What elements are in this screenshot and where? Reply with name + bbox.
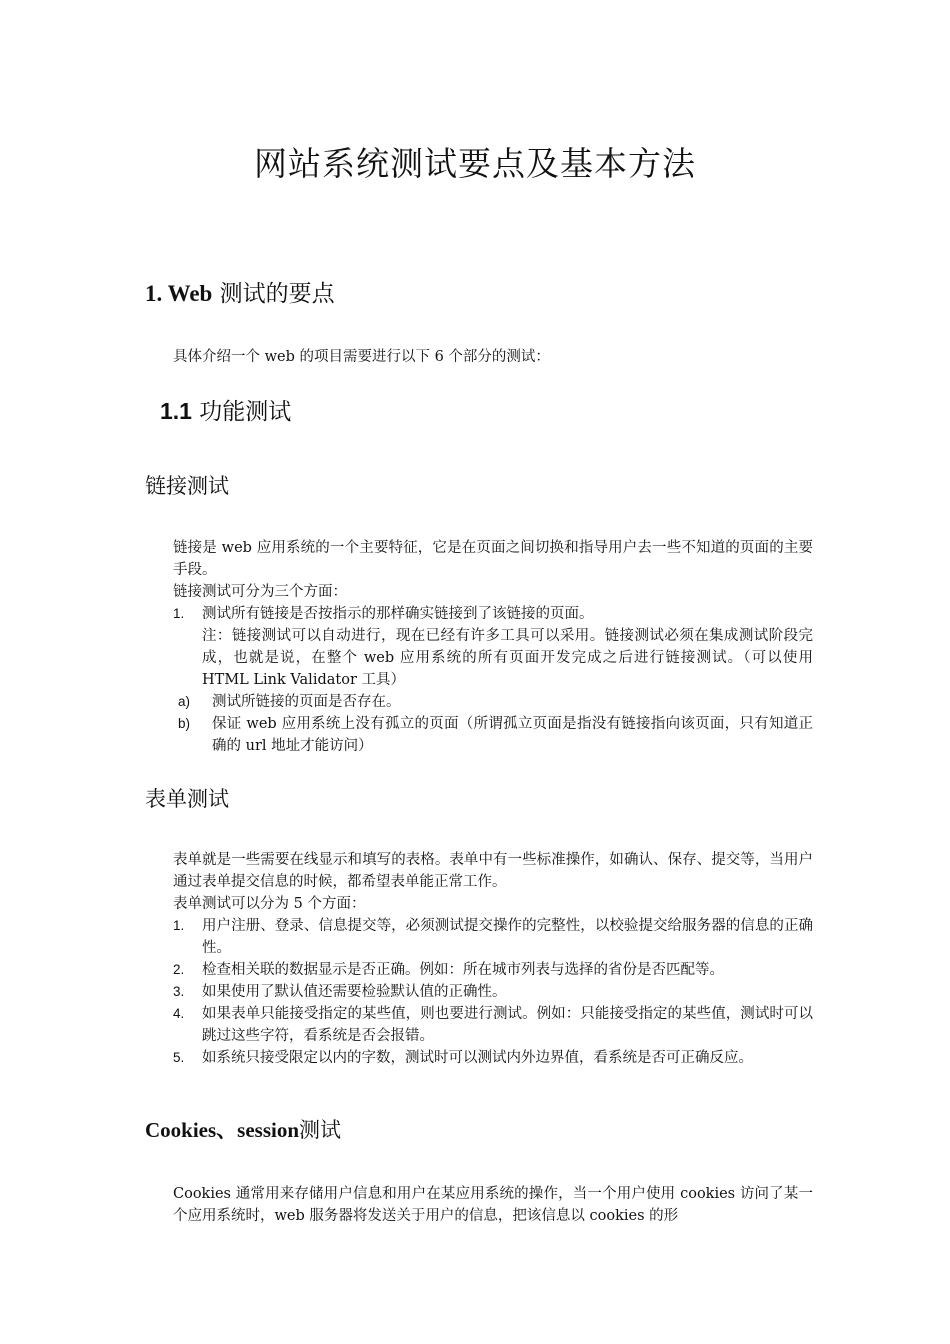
list-item <box>173 981 813 1003</box>
cookie-test-body <box>173 1183 813 1227</box>
link-test-p1: 链接是 web 应用系统的一个主要特征，它是在页面之间切换和指导用户去一些不知道的页面的主要手段。 <box>173 540 813 578</box>
section-number: 1. Web <box>145 281 213 306</box>
list-item <box>173 1047 813 1069</box>
form-test-p2: 表单测试可以分为 5 个方面： <box>173 896 366 912</box>
section-title: 测试的要点 <box>219 281 335 307</box>
intro-paragraph <box>173 346 813 368</box>
cookie-test-p1: Cookies 通常用来存储用户信息和用户在某应用系统的操作，当一个用户使用 cookies 访问了某一个应用系统时，web 服务器将发送关于用户的信息，把该信息以 cookies 的形 <box>173 1186 813 1224</box>
list-item <box>173 915 813 959</box>
link-test-p2: 链接测试可分为三个方面： <box>173 584 347 600</box>
form-test-heading: 表单测试 <box>145 787 229 811</box>
list-marker: 2. <box>173 962 185 977</box>
form-test-body <box>173 849 813 1069</box>
list-item <box>173 713 813 757</box>
list-item-text: 测试所有链接是否按指示的那样确实链接到了该链接的页面。 <box>202 606 594 622</box>
list-item-text: 如果表单只能接受指定的某些值，则也要进行测试。例如：只能接受指定的某些值，测试时可以跳过这些字符，看系统是否会报错。 <box>202 1006 813 1044</box>
intro-text: 具体介绍一个 web 的项目需要进行以下 6 个部分的测试： <box>173 349 550 365</box>
subsection-number: 1.1 <box>160 398 192 424</box>
cookie-heading-bold: Cookies、session <box>145 1118 300 1142</box>
list-marker: 4. <box>173 1006 185 1021</box>
cookie-heading-rest: 测试 <box>299 1118 342 1142</box>
link-test-note: 注：链接测试可以自动进行，现在已经有许多工具可以采用。链接测试必须在集成测试阶段完成，也就是说，在整个 web 应用系统的所有页面开发完成之后进行链接测试。（可以使用 HTML Link Validator 工具） <box>202 628 813 688</box>
list-marker: b) <box>178 716 191 731</box>
list-item-text: 测试所链接的页面是否存在。 <box>212 694 401 710</box>
list-item <box>173 1003 813 1047</box>
subsection-title: 功能测试 <box>199 399 292 425</box>
section-heading-1-1 <box>160 393 291 426</box>
list-item-text: 检查相关联的数据显示是否正确。例如：所在城市列表与选择的省份是否匹配等。 <box>202 962 724 978</box>
list-item-text: 保证 web 应用系统上没有孤立的页面（所谓孤立页面是指没有链接指向该页面，只有知道正确的 url 地址才能访问） <box>212 716 813 754</box>
list-item <box>173 691 813 713</box>
link-test-body <box>173 537 813 757</box>
list-marker: 1. <box>173 606 185 621</box>
list-marker: 1. <box>173 918 185 933</box>
list-marker: 3. <box>173 984 185 999</box>
section-heading-1 <box>145 275 335 308</box>
list-item <box>173 959 813 981</box>
list-item-text: 如果使用了默认值还需要检验默认值的正确性。 <box>202 984 507 1000</box>
list-marker: 5. <box>173 1050 185 1065</box>
link-test-heading: 链接测试 <box>145 474 229 498</box>
cookie-test-heading <box>145 1114 341 1144</box>
list-item-text: 用户注册、登录、信息提交等，必须测试提交操作的完整性，以校验提交给服务器的信息的正确性。 <box>202 918 813 956</box>
document-title: 网站系统测试要点及基本方法 <box>254 144 696 183</box>
form-test-p1: 表单就是一些需要在线显示和填写的表格。表单中有一些标准操作，如确认、保存、提交等，当用户通过表单提交信息的时候，都希望表单能正常工作。 <box>173 852 813 890</box>
list-marker: a) <box>178 694 191 709</box>
list-item-text: 如系统只接受限定以内的字数，测试时可以测试内外边界值，看系统是否可正确反应。 <box>202 1050 753 1066</box>
list-item <box>173 603 813 625</box>
